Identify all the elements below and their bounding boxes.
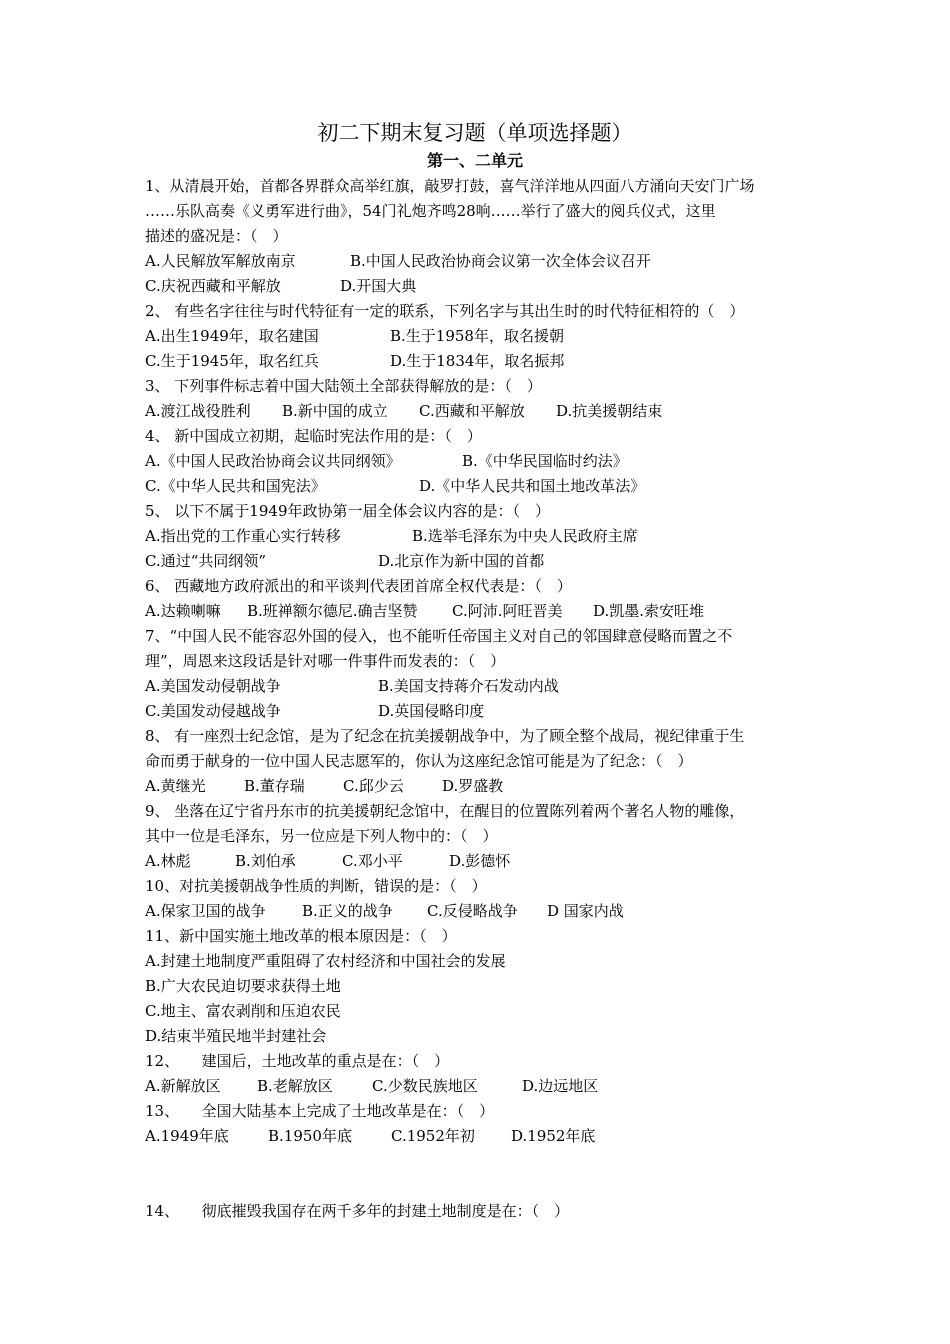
option-a: A.指出党的工作重心实行转移: [145, 527, 341, 545]
question-9-options-row: [145, 849, 815, 874]
question-5-stem-line: 5、 以下不属于1949年政协第一届全体会议内容的是：（ ）: [145, 502, 550, 520]
option-c: C.西藏和平解放: [419, 402, 525, 420]
option-b: B.生于1958年，取名援朝: [390, 327, 564, 345]
question-10-stem-line: 10、对抗美援朝战争性质的判断，错误的是：（ ）: [145, 877, 487, 895]
question-1-stem-line: 1、从清晨开始，首都各界群众高举红旗，敲罗打鼓，喜气洋洋地从四面八方涌向天安门广场: [145, 177, 755, 195]
question-2-stem-line: 2、 有些名字往往与时代特征有一定的联系，下列名字与其出生时的时代特征相符的（ ）: [145, 302, 745, 320]
question-9-stem-line: 9、 坐落在辽宁省丹东市的抗美援朝纪念馆中，在醒目的位置陈列着两个著名人物的雕像，: [145, 802, 745, 820]
option-a: A.《中国人民政治协商会议共同纲领》: [145, 452, 401, 470]
option-b: B.老解放区: [257, 1077, 333, 1095]
question-7-stem-line: 理”，周恩来这段话是针对哪一件事件而发表的：（ ）: [145, 652, 506, 670]
question-4-options-row: [145, 449, 815, 474]
option-d: D 国家内战: [547, 902, 624, 920]
option-d: D.罗盛教: [442, 777, 504, 795]
question-1-stem-line: ……乐队高奏《义勇军进行曲》，54门礼炮齐鸣28响……举行了盛大的阅兵仪式，这里: [145, 202, 716, 220]
question-7-options-row: [145, 699, 815, 724]
question-3-stem-line: 3、 下列事件标志着中国大陆领土全部获得解放的是：（ ）: [145, 377, 542, 395]
option-d: D.抗美援朝结束: [556, 402, 663, 420]
question-1-stem-line: 描述的盛况是：（ ）: [145, 227, 288, 245]
option-c: C.邱少云: [343, 777, 404, 795]
question-5-options-row: [145, 524, 815, 549]
option-d: D.结束半殖民地半封建社会: [145, 1027, 327, 1045]
option-d: D.英国侵略印度: [378, 702, 485, 720]
question-2-options-row: [145, 349, 815, 374]
question-5-options-row: [145, 549, 815, 574]
option-c: C.《中华人民共和国宪法》: [145, 477, 326, 495]
option-c: C.1952年初: [391, 1127, 475, 1145]
question-2-options-row: [145, 324, 815, 349]
option-a: A.1949年底: [145, 1127, 229, 1145]
option-d: D.《中华人民共和国土地改革法》: [419, 477, 646, 495]
question-12-stem-line: 12、 建国后，土地改革的重点是在：（ ）: [145, 1052, 450, 1070]
question-13-options-row: [145, 1124, 815, 1149]
option-b: B.1950年底: [268, 1127, 352, 1145]
option-c: C.邓小平: [342, 852, 403, 870]
option-c: C.阿沛.阿旺晋美: [452, 602, 563, 620]
option-b: B.《中华民国临时约法》: [462, 452, 628, 470]
question-13-stem-line: 13、 全国大陆基本上完成了土地改革是在：（ ）: [145, 1102, 495, 1120]
option-d: D.彭德怀: [449, 852, 511, 870]
option-c: C.庆祝西藏和平解放: [145, 277, 281, 295]
option-b: B.班禅额尔德尼.确吉坚赞: [247, 602, 418, 620]
option-b: B.选举毛泽东为中央人民政府主席: [412, 527, 638, 545]
question-9-stem-line: 其中一位是毛泽东，另一位应是下列人物中的：（ ）: [145, 827, 498, 845]
option-d: D.1952年底: [511, 1127, 596, 1145]
option-c: C.美国发动侵越战争: [145, 702, 281, 720]
question-8-options-row: [145, 774, 815, 799]
question-8-stem-line: 命而勇于献身的一位中国人民志愿军的，你认为这座纪念馆可能是为了纪念：（ ）: [145, 752, 693, 770]
option-b: B.中国人民政治协商会议第一次全体会议召开: [350, 252, 651, 270]
question-14-stem-line: 14、 彻底摧毁我国存在两千多年的封建土地制度是在：（ ）: [145, 1202, 570, 1220]
question-12-options-row: [145, 1074, 815, 1099]
option-b: B.刘伯承: [235, 852, 296, 870]
option-a: A.人民解放军解放南京: [145, 252, 296, 270]
option-b: B.广大农民迫切要求获得土地: [145, 977, 341, 995]
question-4-options-row: [145, 474, 815, 499]
option-b: B.董存瑞: [244, 777, 305, 795]
section-subtitle: 第一、二单元: [426, 151, 523, 170]
blank-space: [145, 1149, 815, 1199]
option-a: A.新解放区: [145, 1077, 221, 1095]
option-c: C.通过“共同纲领”: [145, 552, 267, 570]
option-d: D.开国大典: [340, 277, 417, 295]
question-1-options-row: [145, 274, 815, 299]
question-7-stem-line: 7、“中国人民不能容忍外国的侵入，也不能听任帝国主义对自己的邻国肆意侵略而置之不: [145, 627, 733, 645]
option-c: C.反侵略战争: [427, 902, 518, 920]
option-b: B.美国支持蒋介石发动内战: [378, 677, 559, 695]
question-11-stem-line: 11、新中国实施土地改革的根本原因是：（ ）: [145, 927, 457, 945]
option-a: A.林彪: [145, 852, 191, 870]
option-a: A.渡江战役胜利: [145, 402, 251, 420]
option-b: B.新中国的成立: [282, 402, 388, 420]
option-c: C.地主、富农剥削和压迫农民: [145, 1002, 341, 1020]
question-list: [145, 174, 815, 1224]
option-b: B.正义的战争: [302, 902, 393, 920]
question-7-options-row: [145, 674, 815, 699]
question-6-options-row: [145, 599, 815, 624]
option-a: A.封建土地制度严重阻碍了农村经济和中国社会的发展: [145, 952, 506, 970]
question-10-options-row: [145, 899, 815, 924]
option-a: A.美国发动侵朝战争: [145, 677, 281, 695]
question-6-stem-line: 6、 西藏地方政府派出的和平谈判代表团首席全权代表是：（ ）: [145, 577, 572, 595]
option-c: C.生于1945年，取名红兵: [145, 352, 319, 370]
option-a: A.达赖喇嘛: [145, 602, 221, 620]
question-8-stem-line: 8、 有一座烈士纪念馆，是为了纪念在抗美援朝战争中，为了顾全整个战局，视纪律重于生: [145, 727, 745, 745]
option-c: C.少数民族地区: [372, 1077, 478, 1095]
option-d: D.边远地区: [522, 1077, 599, 1095]
option-a: A.保家卫国的战争: [145, 902, 266, 920]
option-d: D.北京作为新中国的首都: [378, 552, 545, 570]
question-1-options-row: [145, 249, 815, 274]
option-a: A.黄继光: [145, 777, 206, 795]
option-a: A.出生1949年，取名建国: [145, 327, 319, 345]
question-4-stem-line: 4、 新中国成立初期，起临时宪法作用的是：（ ）: [145, 427, 482, 445]
page-title: 初二下期末复习题（单项选择题）: [317, 121, 633, 145]
question-3-options-row: [145, 399, 815, 424]
option-d: D.生于1834年，取名振邦: [390, 352, 565, 370]
option-d: D.凯墨.索安旺堆: [593, 602, 705, 620]
